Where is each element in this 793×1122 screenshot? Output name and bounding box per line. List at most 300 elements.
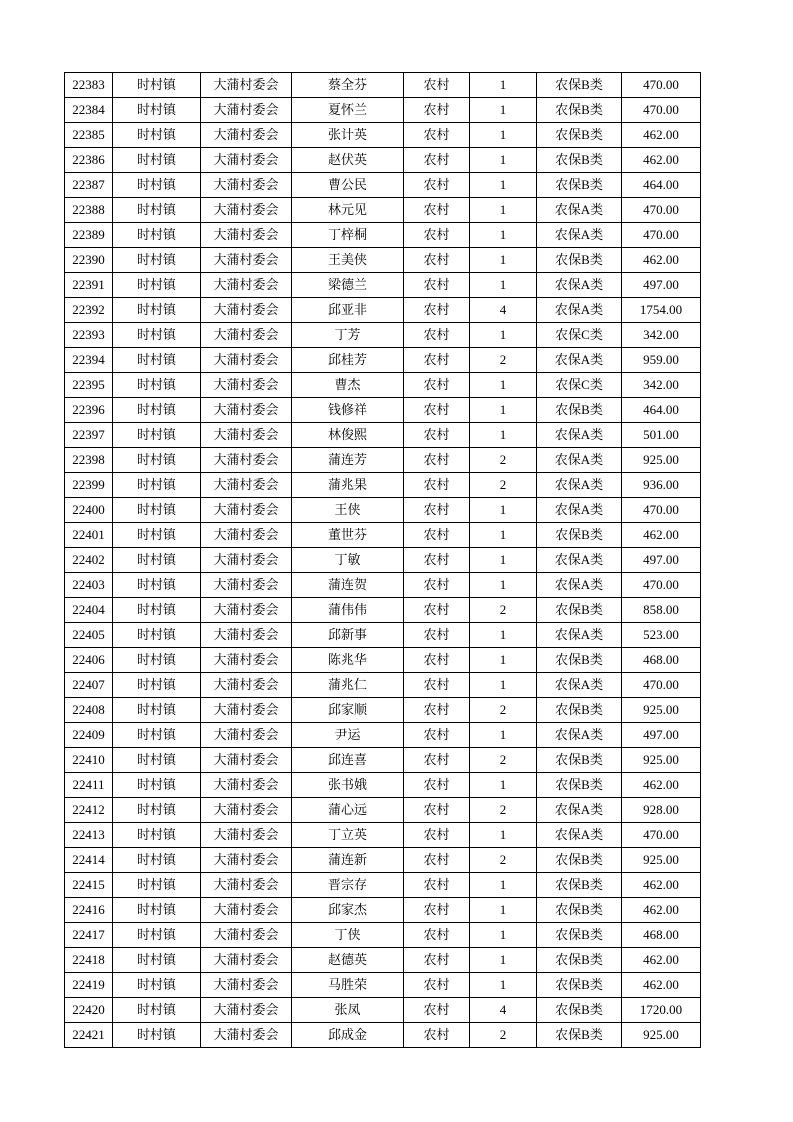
serial-cell: 22384 (65, 98, 113, 123)
name-cell: 曹杰 (292, 373, 404, 398)
count-cell: 1 (470, 173, 537, 198)
amount-cell: 470.00 (622, 498, 701, 523)
category-cell: 农保A类 (537, 223, 622, 248)
town-cell: 时村镇 (113, 798, 201, 823)
village-cell: 大蒲村委会 (201, 248, 292, 273)
town-cell: 时村镇 (113, 723, 201, 748)
name-cell: 马胜荣 (292, 973, 404, 998)
serial-cell: 22415 (65, 873, 113, 898)
residence-cell: 农村 (404, 798, 470, 823)
table-row (65, 198, 701, 223)
serial-cell: 22389 (65, 223, 113, 248)
town-cell: 时村镇 (113, 923, 201, 948)
table-row (65, 273, 701, 298)
town-cell: 时村镇 (113, 898, 201, 923)
name-cell: 蒲连新 (292, 848, 404, 873)
table-row (65, 973, 701, 998)
category-cell: 农保C类 (537, 373, 622, 398)
count-cell: 1 (470, 248, 537, 273)
count-cell: 1 (470, 273, 537, 298)
village-cell: 大蒲村委会 (201, 823, 292, 848)
residence-cell: 农村 (404, 998, 470, 1023)
name-cell: 邱亚非 (292, 298, 404, 323)
town-cell: 时村镇 (113, 498, 201, 523)
amount-cell: 470.00 (622, 823, 701, 848)
table-row (65, 798, 701, 823)
count-cell: 1 (470, 198, 537, 223)
village-cell: 大蒲村委会 (201, 548, 292, 573)
category-cell: 农保A类 (537, 723, 622, 748)
name-cell: 钱修祥 (292, 398, 404, 423)
serial-cell: 22383 (65, 73, 113, 98)
payment-table (64, 72, 701, 1048)
village-cell: 大蒲村委会 (201, 98, 292, 123)
town-cell: 时村镇 (113, 348, 201, 373)
count-cell: 1 (470, 823, 537, 848)
count-cell: 1 (470, 223, 537, 248)
category-cell: 农保C类 (537, 323, 622, 348)
amount-cell: 523.00 (622, 623, 701, 648)
amount-cell: 462.00 (622, 948, 701, 973)
name-cell: 丁敏 (292, 548, 404, 573)
serial-cell: 22404 (65, 598, 113, 623)
serial-cell: 22388 (65, 198, 113, 223)
residence-cell: 农村 (404, 273, 470, 298)
table-row (65, 673, 701, 698)
village-cell: 大蒲村委会 (201, 973, 292, 998)
serial-cell: 22395 (65, 373, 113, 398)
residence-cell: 农村 (404, 498, 470, 523)
amount-cell: 342.00 (622, 323, 701, 348)
table-row (65, 698, 701, 723)
serial-cell: 22418 (65, 948, 113, 973)
serial-cell: 22397 (65, 423, 113, 448)
amount-cell: 462.00 (622, 148, 701, 173)
amount-cell: 497.00 (622, 548, 701, 573)
category-cell: 农保A类 (537, 823, 622, 848)
town-cell: 时村镇 (113, 173, 201, 198)
name-cell: 赵德英 (292, 948, 404, 973)
residence-cell: 农村 (404, 73, 470, 98)
amount-cell: 464.00 (622, 173, 701, 198)
category-cell: 农保B类 (537, 173, 622, 198)
town-cell: 时村镇 (113, 973, 201, 998)
category-cell: 农保A类 (537, 673, 622, 698)
amount-cell: 470.00 (622, 98, 701, 123)
name-cell: 邱连喜 (292, 748, 404, 773)
table-row (65, 923, 701, 948)
count-cell: 4 (470, 298, 537, 323)
category-cell: 农保B类 (537, 123, 622, 148)
count-cell: 2 (470, 848, 537, 873)
name-cell: 王美侠 (292, 248, 404, 273)
village-cell: 大蒲村委会 (201, 923, 292, 948)
count-cell: 4 (470, 998, 537, 1023)
name-cell: 蒲伟伟 (292, 598, 404, 623)
name-cell: 夏怀兰 (292, 98, 404, 123)
name-cell: 尹运 (292, 723, 404, 748)
category-cell: 农保B类 (537, 923, 622, 948)
category-cell: 农保B类 (537, 148, 622, 173)
amount-cell: 470.00 (622, 223, 701, 248)
town-cell: 时村镇 (113, 98, 201, 123)
category-cell: 农保A类 (537, 273, 622, 298)
count-cell: 1 (470, 123, 537, 148)
residence-cell: 农村 (404, 948, 470, 973)
name-cell: 蒲连贺 (292, 573, 404, 598)
town-cell: 时村镇 (113, 373, 201, 398)
serial-cell: 22390 (65, 248, 113, 273)
village-cell: 大蒲村委会 (201, 298, 292, 323)
table-row (65, 248, 701, 273)
name-cell: 张凤 (292, 998, 404, 1023)
village-cell: 大蒲村委会 (201, 598, 292, 623)
table-row (65, 898, 701, 923)
town-cell: 时村镇 (113, 223, 201, 248)
category-cell: 农保A类 (537, 623, 622, 648)
serial-cell: 22405 (65, 623, 113, 648)
table-row (65, 373, 701, 398)
count-cell: 2 (470, 448, 537, 473)
residence-cell: 农村 (404, 773, 470, 798)
serial-cell: 22406 (65, 648, 113, 673)
residence-cell: 农村 (404, 473, 470, 498)
residence-cell: 农村 (404, 848, 470, 873)
name-cell: 邱新事 (292, 623, 404, 648)
amount-cell: 497.00 (622, 723, 701, 748)
town-cell: 时村镇 (113, 248, 201, 273)
amount-cell: 501.00 (622, 423, 701, 448)
count-cell: 2 (470, 1023, 537, 1048)
table-row (65, 223, 701, 248)
amount-cell: 497.00 (622, 273, 701, 298)
name-cell: 梁德兰 (292, 273, 404, 298)
village-cell: 大蒲村委会 (201, 148, 292, 173)
village-cell: 大蒲村委会 (201, 398, 292, 423)
serial-cell: 22417 (65, 923, 113, 948)
residence-cell: 农村 (404, 173, 470, 198)
residence-cell: 农村 (404, 623, 470, 648)
name-cell: 蒲兆仁 (292, 673, 404, 698)
town-cell: 时村镇 (113, 948, 201, 973)
amount-cell: 928.00 (622, 798, 701, 823)
category-cell: 农保B类 (537, 748, 622, 773)
town-cell: 时村镇 (113, 823, 201, 848)
serial-cell: 22410 (65, 748, 113, 773)
residence-cell: 农村 (404, 348, 470, 373)
category-cell: 农保B类 (537, 898, 622, 923)
table-row (65, 848, 701, 873)
town-cell: 时村镇 (113, 873, 201, 898)
count-cell: 1 (470, 898, 537, 923)
residence-cell: 农村 (404, 823, 470, 848)
town-cell: 时村镇 (113, 73, 201, 98)
count-cell: 1 (470, 873, 537, 898)
category-cell: 农保B类 (537, 773, 622, 798)
category-cell: 农保B类 (537, 848, 622, 873)
table-row (65, 348, 701, 373)
amount-cell: 462.00 (622, 873, 701, 898)
name-cell: 邱桂芳 (292, 348, 404, 373)
residence-cell: 农村 (404, 298, 470, 323)
table-row (65, 98, 701, 123)
residence-cell: 农村 (404, 723, 470, 748)
count-cell: 1 (470, 73, 537, 98)
name-cell: 邱家杰 (292, 898, 404, 923)
count-cell: 1 (470, 398, 537, 423)
name-cell: 董世芬 (292, 523, 404, 548)
village-cell: 大蒲村委会 (201, 623, 292, 648)
category-cell: 农保B类 (537, 973, 622, 998)
serial-cell: 22394 (65, 348, 113, 373)
table-row (65, 148, 701, 173)
count-cell: 1 (470, 148, 537, 173)
village-cell: 大蒲村委会 (201, 673, 292, 698)
village-cell: 大蒲村委会 (201, 73, 292, 98)
residence-cell: 农村 (404, 423, 470, 448)
count-cell: 1 (470, 923, 537, 948)
table-row (65, 123, 701, 148)
village-cell: 大蒲村委会 (201, 498, 292, 523)
name-cell: 王侠 (292, 498, 404, 523)
table-row (65, 1023, 701, 1048)
table-row (65, 548, 701, 573)
town-cell: 时村镇 (113, 748, 201, 773)
residence-cell: 农村 (404, 748, 470, 773)
residence-cell: 农村 (404, 98, 470, 123)
name-cell: 林俊熙 (292, 423, 404, 448)
serial-cell: 22403 (65, 573, 113, 598)
name-cell: 蒲连芳 (292, 448, 404, 473)
serial-cell: 22391 (65, 273, 113, 298)
count-cell: 1 (470, 423, 537, 448)
serial-cell: 22416 (65, 898, 113, 923)
table-row (65, 173, 701, 198)
amount-cell: 464.00 (622, 398, 701, 423)
residence-cell: 农村 (404, 373, 470, 398)
name-cell: 丁侠 (292, 923, 404, 948)
count-cell: 1 (470, 673, 537, 698)
residence-cell: 农村 (404, 398, 470, 423)
amount-cell: 1720.00 (622, 998, 701, 1023)
name-cell: 丁梓桐 (292, 223, 404, 248)
village-cell: 大蒲村委会 (201, 573, 292, 598)
village-cell: 大蒲村委会 (201, 648, 292, 673)
village-cell: 大蒲村委会 (201, 798, 292, 823)
table-row (65, 473, 701, 498)
name-cell: 邱成金 (292, 1023, 404, 1048)
name-cell: 丁芳 (292, 323, 404, 348)
name-cell: 张计英 (292, 123, 404, 148)
table-row (65, 573, 701, 598)
amount-cell: 925.00 (622, 848, 701, 873)
amount-cell: 925.00 (622, 698, 701, 723)
serial-cell: 22414 (65, 848, 113, 873)
residence-cell: 农村 (404, 523, 470, 548)
count-cell: 2 (470, 598, 537, 623)
category-cell: 农保A类 (537, 473, 622, 498)
serial-cell: 22399 (65, 473, 113, 498)
category-cell: 农保A类 (537, 198, 622, 223)
village-cell: 大蒲村委会 (201, 423, 292, 448)
table-row (65, 948, 701, 973)
serial-cell: 22413 (65, 823, 113, 848)
serial-cell: 22421 (65, 1023, 113, 1048)
count-cell: 1 (470, 323, 537, 348)
amount-cell: 470.00 (622, 73, 701, 98)
amount-cell: 462.00 (622, 898, 701, 923)
amount-cell: 925.00 (622, 1023, 701, 1048)
table-row (65, 298, 701, 323)
village-cell: 大蒲村委会 (201, 373, 292, 398)
residence-cell: 农村 (404, 698, 470, 723)
serial-cell: 22393 (65, 323, 113, 348)
village-cell: 大蒲村委会 (201, 448, 292, 473)
residence-cell: 农村 (404, 1023, 470, 1048)
serial-cell: 22398 (65, 448, 113, 473)
category-cell: 农保B类 (537, 248, 622, 273)
residence-cell: 农村 (404, 198, 470, 223)
residence-cell: 农村 (404, 223, 470, 248)
serial-cell: 22400 (65, 498, 113, 523)
village-cell: 大蒲村委会 (201, 773, 292, 798)
village-cell: 大蒲村委会 (201, 123, 292, 148)
count-cell: 1 (470, 98, 537, 123)
amount-cell: 462.00 (622, 123, 701, 148)
town-cell: 时村镇 (113, 473, 201, 498)
town-cell: 时村镇 (113, 573, 201, 598)
table-row (65, 773, 701, 798)
residence-cell: 农村 (404, 448, 470, 473)
village-cell: 大蒲村委会 (201, 723, 292, 748)
amount-cell: 925.00 (622, 448, 701, 473)
town-cell: 时村镇 (113, 548, 201, 573)
town-cell: 时村镇 (113, 848, 201, 873)
count-cell: 1 (470, 773, 537, 798)
category-cell: 农保B类 (537, 523, 622, 548)
amount-cell: 342.00 (622, 373, 701, 398)
serial-cell: 22407 (65, 673, 113, 698)
serial-cell: 22387 (65, 173, 113, 198)
name-cell: 晋宗存 (292, 873, 404, 898)
village-cell: 大蒲村委会 (201, 998, 292, 1023)
table-row (65, 398, 701, 423)
count-cell: 1 (470, 648, 537, 673)
count-cell: 2 (470, 348, 537, 373)
village-cell: 大蒲村委会 (201, 698, 292, 723)
residence-cell: 农村 (404, 898, 470, 923)
category-cell: 农保A类 (537, 423, 622, 448)
table-row (65, 423, 701, 448)
town-cell: 时村镇 (113, 423, 201, 448)
town-cell: 时村镇 (113, 523, 201, 548)
count-cell: 1 (470, 498, 537, 523)
count-cell: 2 (470, 698, 537, 723)
amount-cell: 468.00 (622, 923, 701, 948)
amount-cell: 462.00 (622, 973, 701, 998)
town-cell: 时村镇 (113, 773, 201, 798)
residence-cell: 农村 (404, 598, 470, 623)
residence-cell: 农村 (404, 973, 470, 998)
amount-cell: 470.00 (622, 673, 701, 698)
serial-cell: 22402 (65, 548, 113, 573)
category-cell: 农保A类 (537, 498, 622, 523)
serial-cell: 22392 (65, 298, 113, 323)
table-row (65, 823, 701, 848)
amount-cell: 858.00 (622, 598, 701, 623)
amount-cell: 462.00 (622, 523, 701, 548)
village-cell: 大蒲村委会 (201, 898, 292, 923)
village-cell: 大蒲村委会 (201, 523, 292, 548)
amount-cell: 462.00 (622, 248, 701, 273)
category-cell: 农保A类 (537, 448, 622, 473)
town-cell: 时村镇 (113, 448, 201, 473)
name-cell: 蒲心远 (292, 798, 404, 823)
table-row (65, 448, 701, 473)
town-cell: 时村镇 (113, 198, 201, 223)
amount-cell: 1754.00 (622, 298, 701, 323)
amount-cell: 936.00 (622, 473, 701, 498)
category-cell: 农保A类 (537, 348, 622, 373)
residence-cell: 农村 (404, 923, 470, 948)
town-cell: 时村镇 (113, 698, 201, 723)
village-cell: 大蒲村委会 (201, 223, 292, 248)
table-row (65, 498, 701, 523)
amount-cell: 468.00 (622, 648, 701, 673)
name-cell: 邱家顺 (292, 698, 404, 723)
residence-cell: 农村 (404, 873, 470, 898)
table-row (65, 748, 701, 773)
table-row (65, 73, 701, 98)
residence-cell: 农村 (404, 673, 470, 698)
amount-cell: 959.00 (622, 348, 701, 373)
village-cell: 大蒲村委会 (201, 273, 292, 298)
village-cell: 大蒲村委会 (201, 848, 292, 873)
count-cell: 2 (470, 473, 537, 498)
category-cell: 农保A类 (537, 548, 622, 573)
town-cell: 时村镇 (113, 623, 201, 648)
serial-cell: 22408 (65, 698, 113, 723)
residence-cell: 农村 (404, 548, 470, 573)
category-cell: 农保B类 (537, 998, 622, 1023)
table-row (65, 873, 701, 898)
residence-cell: 农村 (404, 648, 470, 673)
serial-cell: 22396 (65, 398, 113, 423)
residence-cell: 农村 (404, 123, 470, 148)
village-cell: 大蒲村委会 (201, 473, 292, 498)
town-cell: 时村镇 (113, 123, 201, 148)
amount-cell: 462.00 (622, 773, 701, 798)
table-row (65, 598, 701, 623)
category-cell: 农保A类 (537, 298, 622, 323)
residence-cell: 农村 (404, 323, 470, 348)
category-cell: 农保B类 (537, 398, 622, 423)
amount-cell: 470.00 (622, 198, 701, 223)
serial-cell: 22409 (65, 723, 113, 748)
table-row (65, 648, 701, 673)
category-cell: 农保B类 (537, 1023, 622, 1048)
category-cell: 农保B类 (537, 698, 622, 723)
village-cell: 大蒲村委会 (201, 348, 292, 373)
serial-cell: 22386 (65, 148, 113, 173)
town-cell: 时村镇 (113, 648, 201, 673)
town-cell: 时村镇 (113, 273, 201, 298)
count-cell: 1 (470, 548, 537, 573)
count-cell: 1 (470, 373, 537, 398)
serial-cell: 22420 (65, 998, 113, 1023)
serial-cell: 22401 (65, 523, 113, 548)
payment-table-body (65, 73, 701, 1048)
